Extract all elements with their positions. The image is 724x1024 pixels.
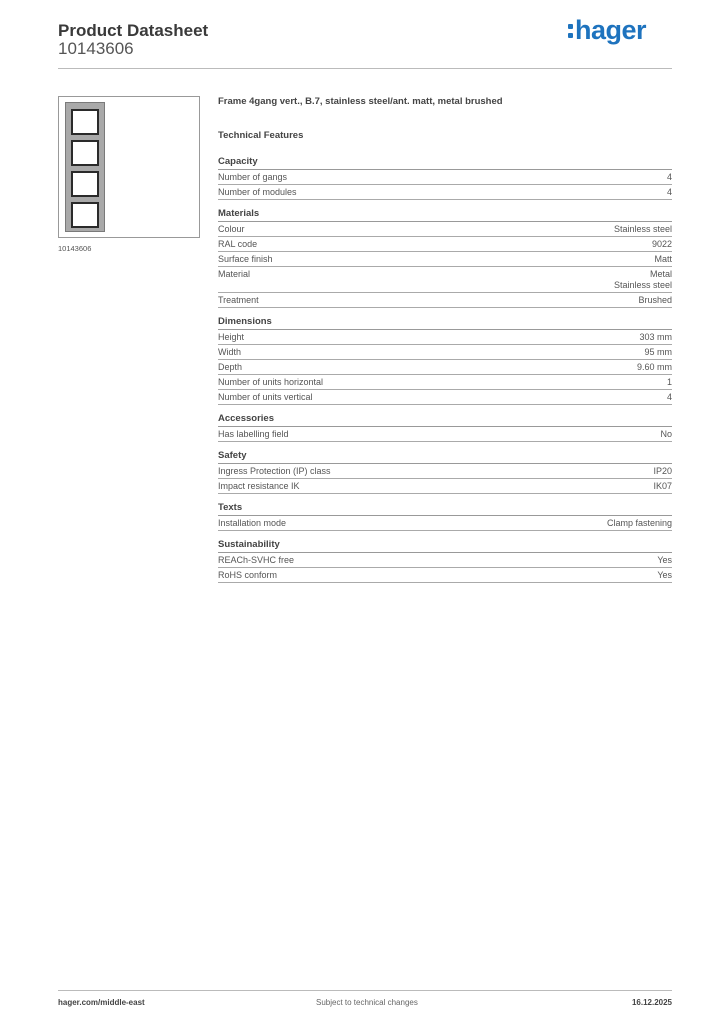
spec-value-line: 4 bbox=[666, 187, 672, 197]
spec-row bbox=[218, 360, 672, 375]
spec-value bbox=[637, 362, 672, 373]
spec-row bbox=[218, 293, 672, 308]
spec-value-line: Matt bbox=[654, 254, 672, 264]
spec-label: Height bbox=[218, 332, 245, 342]
spec-section-sustainability bbox=[218, 539, 672, 583]
section-title: Dimensions bbox=[218, 316, 672, 330]
spec-row bbox=[218, 390, 672, 405]
spec-label: Installation mode bbox=[218, 518, 287, 528]
spec-value-line: Brushed bbox=[638, 295, 672, 305]
header-divider bbox=[58, 68, 672, 69]
product-title: Frame 4gang vert., B.7, stainless steel/ant. matt, metal brushed bbox=[218, 96, 503, 107]
section-title: Capacity bbox=[218, 156, 672, 170]
spec-row bbox=[218, 170, 672, 185]
spec-sections bbox=[218, 156, 672, 583]
spec-value-line: No bbox=[660, 429, 672, 439]
section-title: Materials bbox=[218, 208, 672, 222]
spec-label: Has labelling field bbox=[218, 429, 289, 439]
page-title: Product Datasheet bbox=[58, 21, 209, 40]
spec-value-line: 303 mm bbox=[639, 332, 672, 342]
spec-label: Ingress Protection (IP) class bbox=[218, 466, 331, 476]
spec-section-materials bbox=[218, 208, 672, 308]
spec-section-accessories bbox=[218, 413, 672, 442]
spec-label: Material bbox=[218, 269, 251, 279]
spec-value bbox=[667, 392, 672, 403]
spec-label: Width bbox=[218, 347, 242, 357]
section-title: Texts bbox=[218, 502, 672, 516]
spec-label: Number of gangs bbox=[218, 172, 288, 182]
spec-row bbox=[218, 330, 672, 345]
spec-label: Surface finish bbox=[218, 254, 273, 264]
spec-value-line: Yes bbox=[657, 555, 672, 565]
spec-label: RoHS conform bbox=[218, 570, 278, 580]
spec-value-line: Clamp fastening bbox=[606, 518, 672, 528]
frame-slot bbox=[71, 140, 99, 166]
spec-value bbox=[614, 224, 672, 235]
features-heading: Technical Features bbox=[218, 130, 304, 141]
footer-date: 16.12.2025 bbox=[631, 998, 672, 1007]
spec-label: REACh-SVHC free bbox=[218, 555, 295, 565]
spec-value-line: IP20 bbox=[653, 466, 672, 476]
spec-value bbox=[657, 555, 672, 566]
frame-slot bbox=[71, 171, 99, 197]
spec-row bbox=[218, 464, 672, 479]
spec-value-line: 4 bbox=[666, 172, 672, 182]
spec-value bbox=[667, 377, 672, 388]
spec-value bbox=[638, 295, 672, 306]
spec-value-line: 95 mm bbox=[644, 347, 672, 357]
footer-notice: Subject to technical changes bbox=[316, 998, 418, 1007]
spec-value-line: Stainless steel bbox=[613, 280, 672, 290]
spec-value bbox=[644, 347, 672, 358]
product-number: 10143606 bbox=[58, 39, 134, 58]
spec-value bbox=[667, 172, 672, 183]
frame-slot bbox=[71, 202, 99, 228]
spec-value-line: Stainless steel bbox=[613, 224, 672, 234]
spec-label: Colour bbox=[218, 224, 245, 234]
frame-slot bbox=[71, 109, 99, 135]
spec-content bbox=[218, 96, 672, 591]
spec-value bbox=[657, 570, 672, 581]
spec-label: Impact resistance IK bbox=[218, 481, 300, 491]
spec-label: RAL code bbox=[218, 239, 258, 249]
spec-label: Treatment bbox=[218, 295, 259, 305]
spec-value-line: 9.60 mm bbox=[636, 362, 672, 372]
logo-dots-icon bbox=[568, 24, 573, 38]
spec-label: Number of units vertical bbox=[218, 392, 313, 402]
spec-row bbox=[218, 252, 672, 267]
spec-row bbox=[218, 479, 672, 494]
spec-section-dimensions bbox=[218, 316, 672, 405]
spec-row bbox=[218, 427, 672, 442]
image-caption: 10143606 bbox=[58, 244, 92, 253]
spec-value bbox=[653, 481, 672, 492]
logo-text: hager bbox=[575, 15, 647, 45]
product-image bbox=[58, 96, 200, 238]
spec-value bbox=[639, 332, 672, 343]
spec-row bbox=[218, 553, 672, 568]
spec-row bbox=[218, 267, 672, 293]
spec-label: Depth bbox=[218, 362, 243, 372]
spec-value bbox=[607, 518, 672, 529]
spec-value-line: Yes bbox=[657, 570, 672, 580]
footer-website: hager.com/middle-east bbox=[58, 998, 145, 1007]
spec-value bbox=[614, 269, 672, 291]
spec-row bbox=[218, 222, 672, 237]
spec-row bbox=[218, 237, 672, 252]
spec-value bbox=[652, 239, 672, 250]
spec-value-line: Metal bbox=[649, 269, 672, 279]
spec-value-line: 1 bbox=[666, 377, 672, 387]
spec-row bbox=[218, 516, 672, 531]
spec-section-capacity bbox=[218, 156, 672, 200]
section-title: Safety bbox=[218, 450, 672, 464]
spec-value-line: IK07 bbox=[653, 481, 672, 491]
spec-row bbox=[218, 568, 672, 583]
section-title: Sustainability bbox=[218, 539, 672, 553]
spec-value bbox=[653, 466, 672, 477]
spec-section-texts bbox=[218, 502, 672, 531]
spec-row bbox=[218, 185, 672, 200]
spec-value bbox=[660, 429, 672, 440]
hager-logo bbox=[568, 15, 646, 46]
frame-illustration bbox=[65, 102, 105, 232]
spec-row bbox=[218, 345, 672, 360]
footer-divider bbox=[58, 990, 672, 991]
spec-value-line: 9022 bbox=[651, 239, 672, 249]
spec-label: Number of units horizontal bbox=[218, 377, 324, 387]
spec-row bbox=[218, 375, 672, 390]
spec-value-line: 4 bbox=[666, 392, 672, 402]
section-title: Accessories bbox=[218, 413, 672, 427]
spec-value bbox=[667, 187, 672, 198]
spec-value bbox=[654, 254, 672, 265]
spec-label: Number of modules bbox=[218, 187, 297, 197]
spec-section-safety bbox=[218, 450, 672, 494]
